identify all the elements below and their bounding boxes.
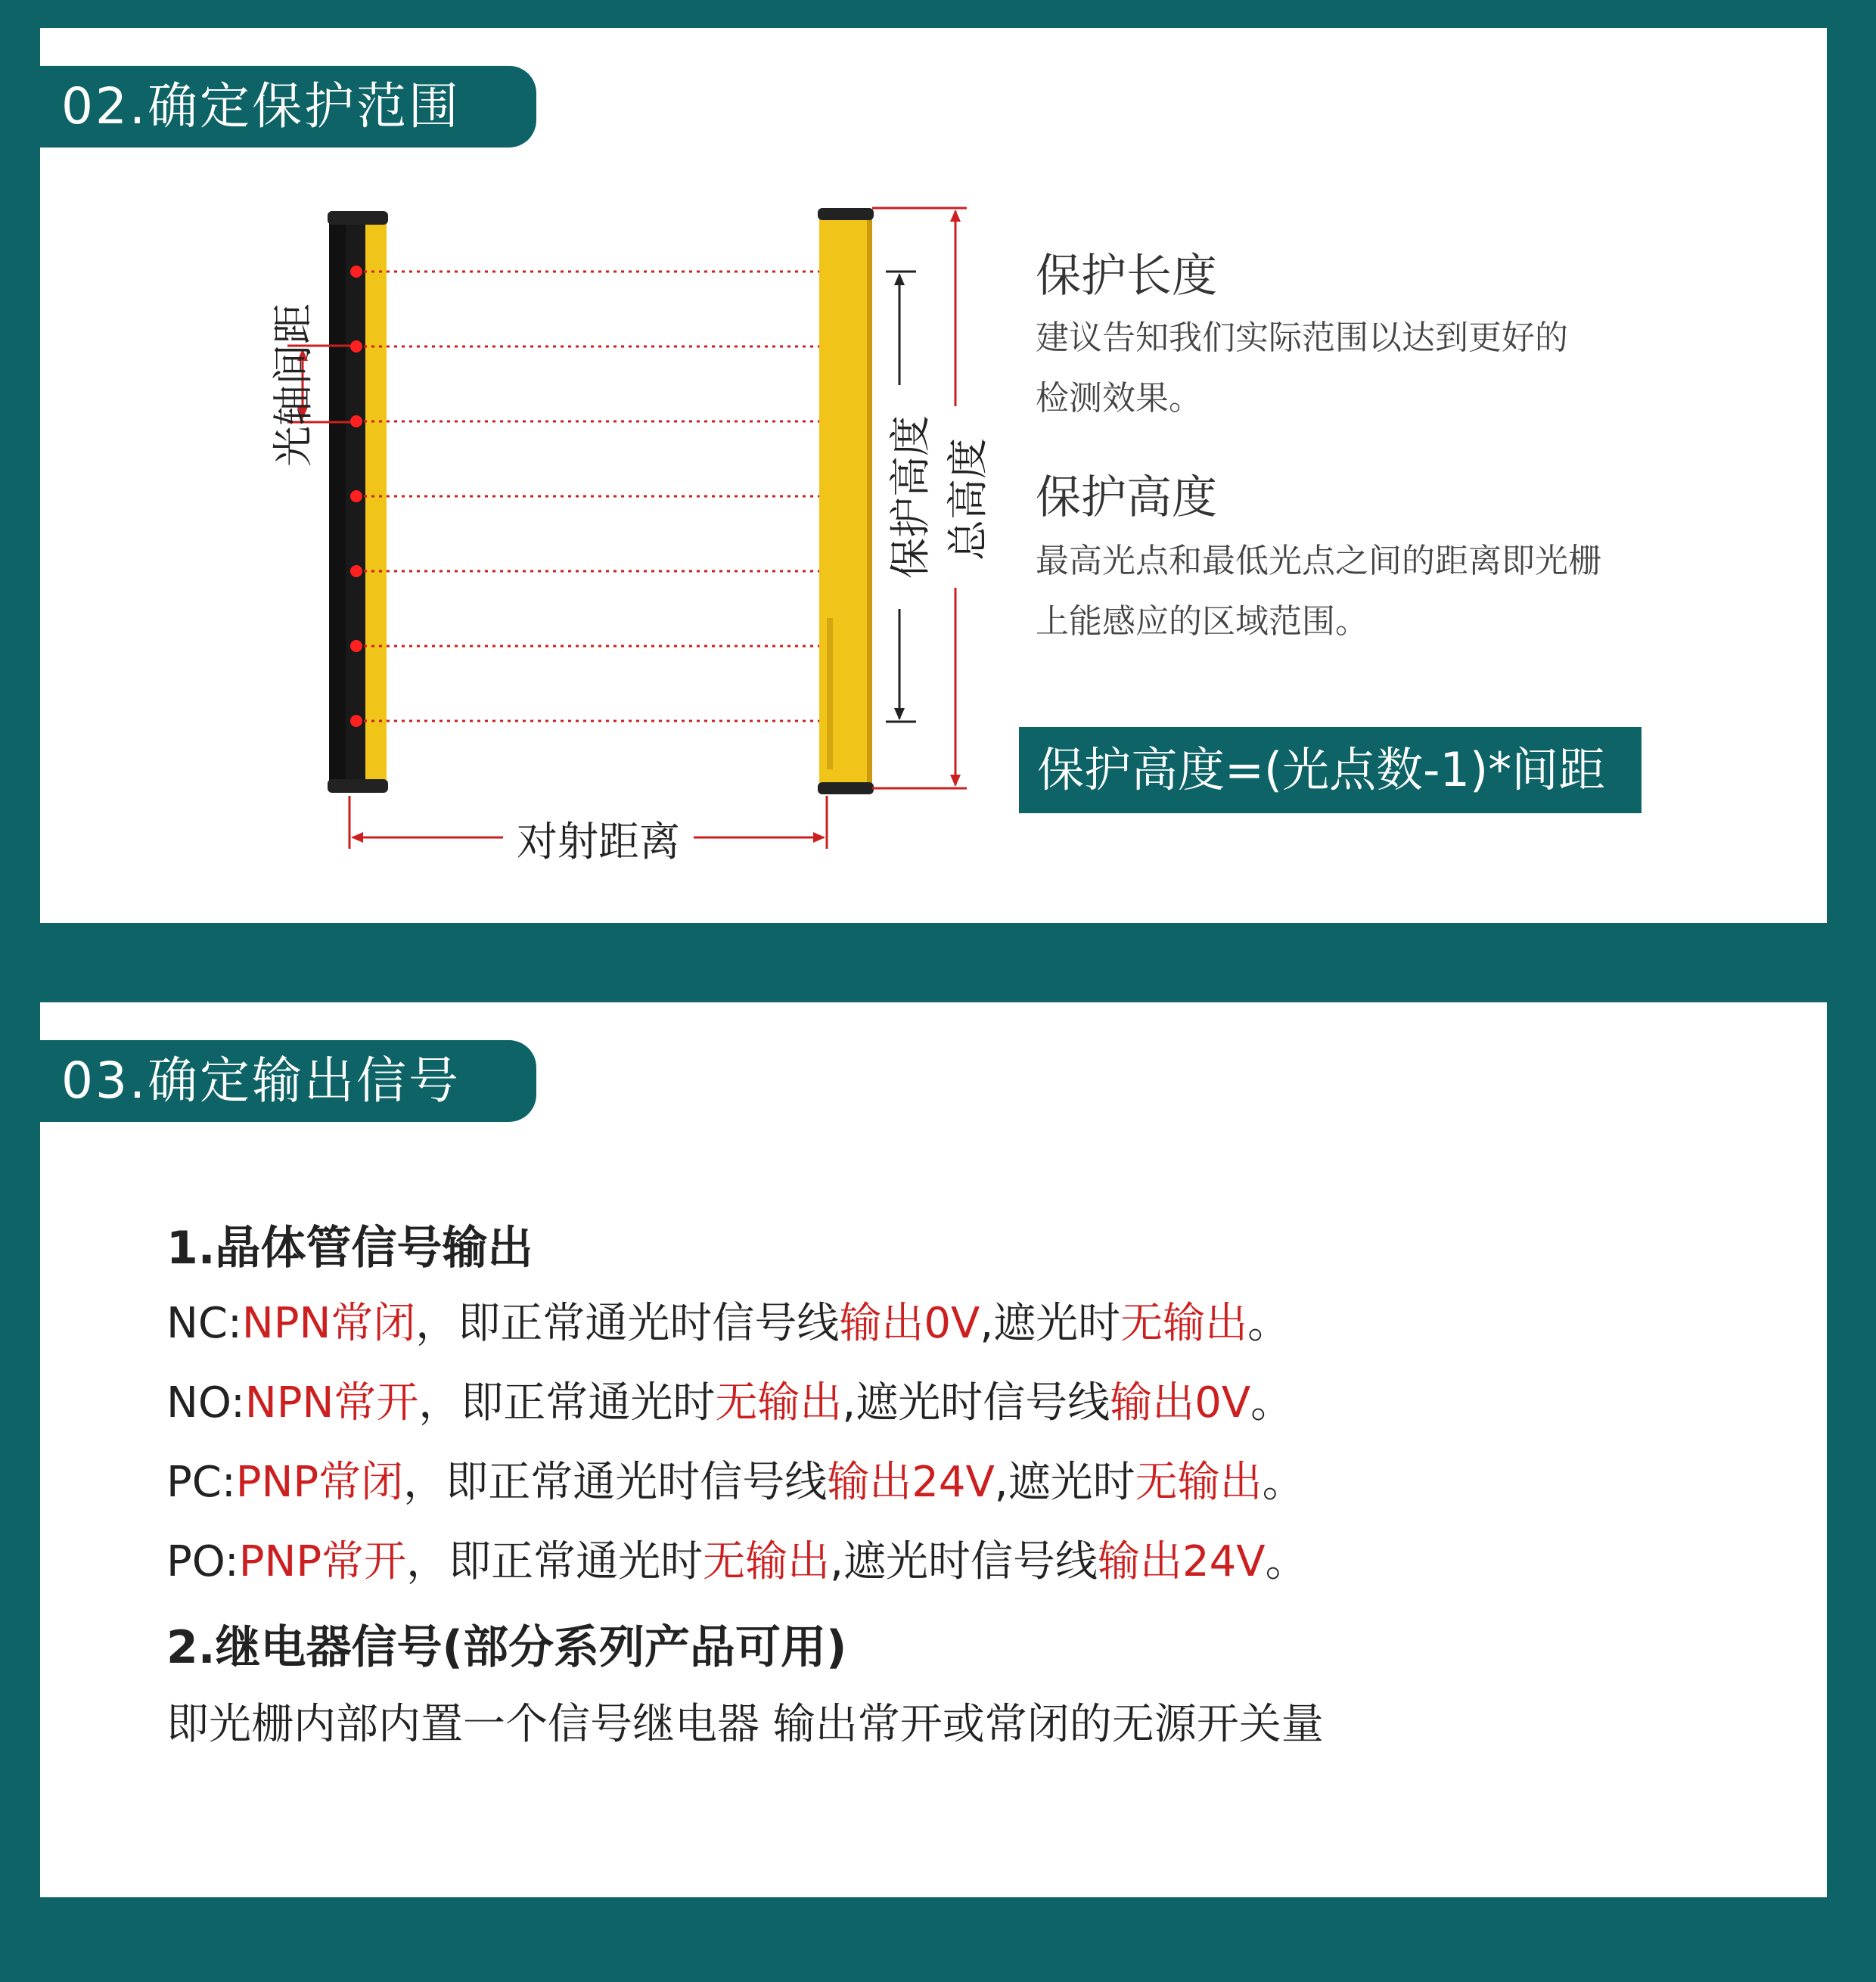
signal-highlight: PNP常闭	[235, 1458, 404, 1507]
section-tab-protection-range: 02.确定保护范围	[40, 66, 536, 148]
protection-range-panel	[40, 28, 1827, 923]
signal-highlight: 输出0V	[839, 1299, 980, 1348]
signal-line	[166, 1449, 1305, 1509]
protect-length-line1: 建议告知我们实际范围以达到更好的	[1036, 318, 1568, 357]
transistor-output-title: 1.晶体管信号输出	[166, 1222, 533, 1275]
beam-emitter-dot	[350, 565, 362, 577]
relay-description: 即光栅内部内置一个信号继电器 输出常开或常闭的无源开关量	[166, 1700, 1324, 1749]
signal-text: ，即正常通光时信号线	[415, 1299, 840, 1348]
signal-text: ，即正常通光时	[418, 1378, 716, 1427]
signal-text: ,遮光时	[994, 1458, 1135, 1507]
signal-highlight: 无输出	[1120, 1299, 1248, 1348]
beam-distance-label: 对射距离	[503, 809, 694, 868]
signal-text: ,遮光时	[980, 1299, 1121, 1348]
beam-emitter-dot	[350, 340, 362, 353]
signal-highlight: 无输出	[715, 1378, 843, 1427]
signal-text: NC:	[166, 1299, 242, 1348]
beam-lines	[350, 266, 819, 727]
beam-emitter-dot	[350, 640, 362, 652]
signal-highlight: NPN常开	[244, 1378, 419, 1427]
beam-emitter-dot	[350, 490, 362, 502]
signal-highlight: 输出0V	[1110, 1378, 1251, 1427]
signal-text: 。	[1247, 1299, 1291, 1348]
signal-highlight: 输出24V	[827, 1458, 995, 1507]
signal-line	[166, 1290, 1290, 1350]
signal-text: 。	[1265, 1537, 1308, 1586]
protection-height-label: 保护高度	[878, 408, 936, 586]
signal-highlight: NPN常闭	[241, 1299, 416, 1348]
signal-highlight: 无输出	[703, 1537, 831, 1586]
beam-emitter-dot	[350, 266, 362, 278]
axis-spacing-label: 光轴间距	[269, 303, 317, 467]
protection-height-formula: 保护高度=(光点数-1)*间距	[1019, 727, 1642, 813]
signal-highlight: 输出24V	[1097, 1537, 1266, 1586]
total-height-label: 总高度	[936, 430, 994, 568]
signal-text: ，即正常通光时	[406, 1537, 704, 1586]
signal-text: 。	[1250, 1378, 1294, 1427]
protect-height-line1: 最高光点和最低光点之间的距离即光栅	[1036, 542, 1601, 580]
protect-length-title: 保护长度	[1036, 250, 1217, 303]
signal-text: PC:	[166, 1458, 236, 1507]
signal-text: 。	[1262, 1458, 1305, 1507]
signal-text: ，即正常通光时信号线	[403, 1458, 828, 1507]
signal-text: NO:	[166, 1378, 245, 1427]
beam-emitter-dot	[350, 715, 362, 727]
signal-line	[166, 1369, 1293, 1430]
protect-length-line2: 检测效果。	[1036, 379, 1202, 418]
protect-height-title: 保护高度	[1036, 471, 1217, 524]
protect-height-description	[1036, 531, 1716, 652]
signal-text: PO:	[166, 1537, 239, 1586]
signal-highlight: 无输出	[1135, 1458, 1263, 1507]
receiver-bar	[818, 208, 874, 794]
signal-line	[166, 1528, 1308, 1589]
protect-length-description	[1036, 308, 1716, 429]
signal-highlight: PNP常开	[238, 1537, 407, 1586]
protect-height-line2: 上能感应的区域范围。	[1036, 602, 1368, 641]
relay-signal-title: 2.继电器信号(部分系列产品可用)	[166, 1621, 847, 1674]
signal-text: ,遮光时信号线	[842, 1378, 1110, 1427]
beam-emitter-dot	[350, 415, 362, 427]
section-tab-output-signal: 03.确定输出信号	[40, 1040, 536, 1122]
signal-text: ,遮光时信号线	[830, 1537, 1098, 1586]
